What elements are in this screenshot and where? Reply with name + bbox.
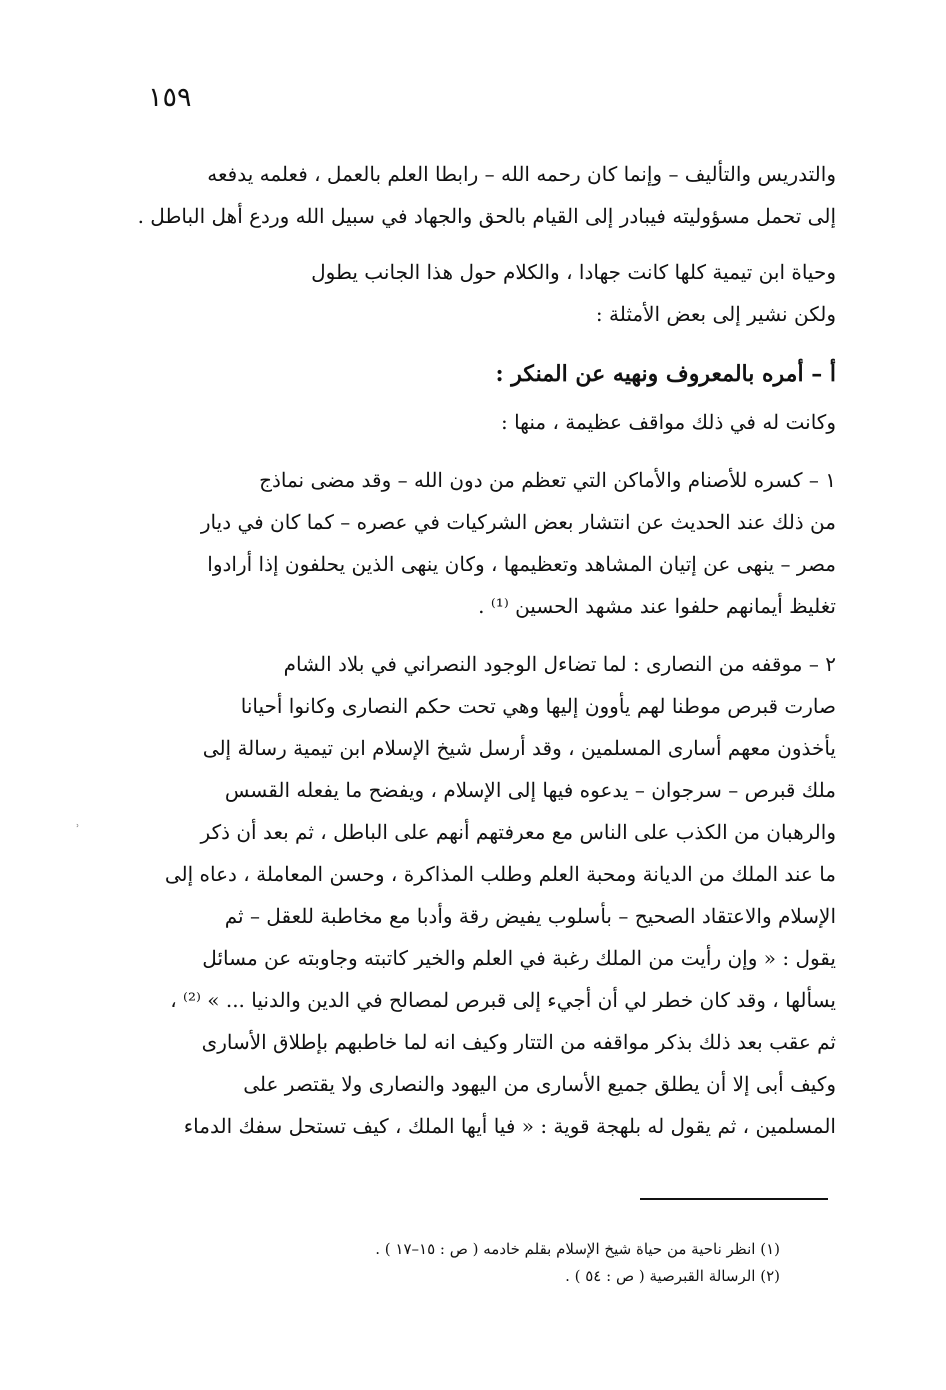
- heading-text: أ – أمره بالمعروف ونهيه عن المنكر :: [495, 361, 836, 387]
- paragraph-4: [122, 466, 836, 620]
- text-line: ولكن نشير إلى بعض الأمثلة :: [595, 302, 836, 326]
- text-line: يقول : « وإن رأيت من الملك رغبة في العلم والخير كاتبته وجاوبته عن مسائل: [202, 946, 836, 970]
- text-line: الإسلام والاعتقاد الصحيح – بأسلوب يفيض رقة وأدبا مع مخاطبة للعقل – ثم: [224, 904, 836, 928]
- footnote-2: (٢) الرسالة القبرصية ( ص : ٥٤ ) .: [565, 1267, 780, 1285]
- text-line: وحياة ابن تيمية كلها كانت جهادا ، والكلام حول هذا الجانب يطول: [311, 260, 836, 284]
- text-line: يأخذون معهم أسارى المسلمين ، وقد أرسل شيخ الإسلام ابن تيمية رسالة إلى: [202, 736, 836, 760]
- paragraph-1: [122, 160, 836, 230]
- paragraph-5: [122, 650, 836, 1140]
- text-line: وكانت له في ذلك مواقف عظيمة ، منها :: [500, 410, 836, 434]
- text-line: مصر – ينهى عن إتيان المشاهد وتعظيمها ، وكان ينهى الذين يحلفون إذا أرادوا: [207, 552, 836, 576]
- page-number: ١٥٩: [148, 82, 192, 113]
- text-line: والتدريس والتأليف – وإنما كان رحمه الله – رابطا العلم بالعمل ، فعلمه يدفعه: [207, 162, 836, 186]
- footnote-divider: [640, 1198, 828, 1200]
- paragraph-2: [122, 258, 836, 328]
- text-line: من ذلك عند الحديث عن انتشار بعض الشركيات في عصره – كما كان في ديار: [200, 510, 836, 534]
- paragraph-3: [122, 408, 836, 436]
- text-line: إلى تحمل مسؤوليته فيبادر إلى القيام بالحق والجهاد في سبيل الله وردع أهل الباطل .: [137, 204, 836, 228]
- text-line: يسألها ، وقد كان خطر لي أن أجيء إلى قبرص لمصالح في الدين والدنيا ... » ⁽²⁾ ،: [170, 988, 836, 1012]
- text-line: ١ – كسره للأصنام والأماكن التي تعظم من دون الله – وقد مضى نماذج: [259, 468, 836, 492]
- text-line: تغليظ أيمانهم حلفوا عند مشهد الحسين ⁽¹⁾ .: [478, 594, 836, 618]
- text-line: المسلمين ، ثم يقول له بلهجة قوية : « فيا أيها الملك ، كيف تستحل سفك الدماء: [183, 1114, 836, 1138]
- footnote-1: (١) انظر ناحية من حياة شيخ الإسلام بقلم خادمه ( ص : ١٥–١٧ ) .: [375, 1240, 780, 1258]
- text-line: ما عند الملك من الديانة ومحبة العلم وطلب المذاكرة ، وحسن المعاملة ، دعاه إلى: [164, 862, 836, 886]
- section-heading: [122, 360, 836, 388]
- text-line: ثم عقب بعد ذلك بذكر مواقفه من التتار وكيف انه لما خاطبهم بإطلاق الأسارى: [201, 1030, 836, 1054]
- text-line: صارت قبرص موطنا لهم يأوون إليها وهي تحت حكم النصارى وكانوا أحيانا: [240, 694, 836, 718]
- footnotes: [240, 1236, 780, 1290]
- text-line: والرهبان من الكذب على الناس مع معرفتهم أنهم على الباطل ، ثم بعد أن ذكر: [200, 820, 836, 844]
- margin-mark: ʾ: [76, 822, 80, 836]
- text-line: وكيف أبى إلا أن يطلق جميع الأسارى من اليهود والنصارى ولا يقتصر على: [243, 1072, 836, 1096]
- text-line: ملك قبرص – سرجوان – يدعوه فيها إلى الإسلام ، ويفضح ما يفعله القسس: [224, 778, 836, 802]
- text-line: ٢ – موقفه من النصارى : لما تضاءل الوجود النصراني في بلاد الشام: [283, 652, 836, 676]
